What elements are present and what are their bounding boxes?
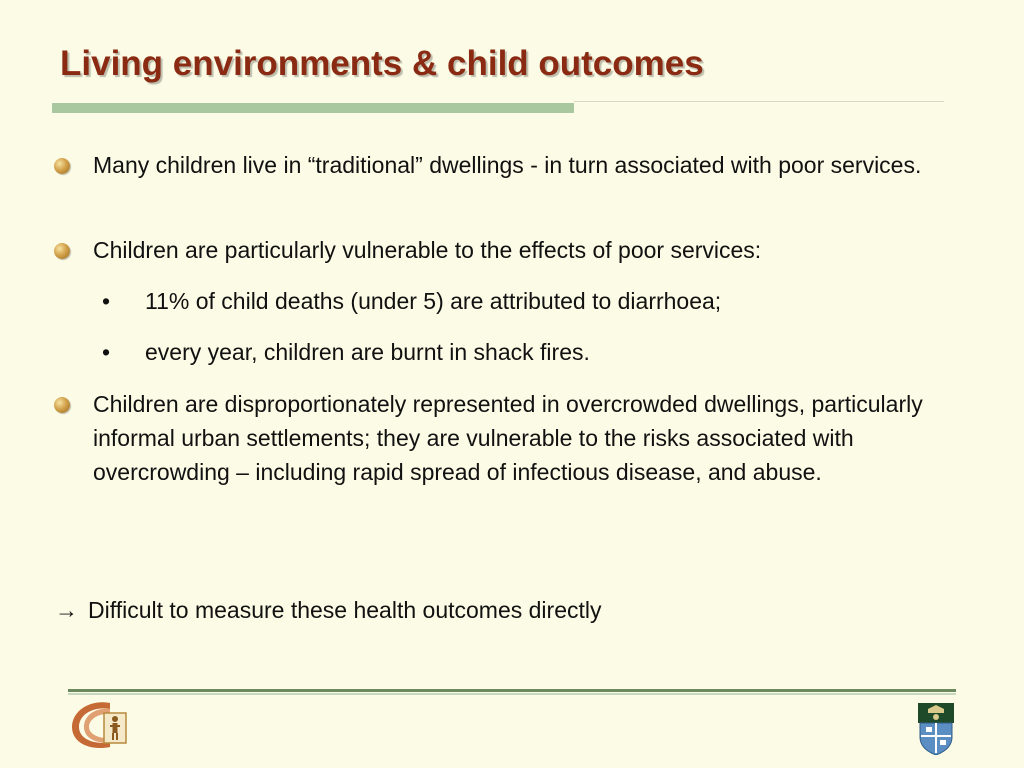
bullet-marker-icon <box>54 158 70 174</box>
conclusion-line <box>55 593 602 627</box>
footer-divider-light <box>68 693 956 695</box>
bullet-marker-icon <box>54 397 70 413</box>
institute-logo-icon <box>66 697 132 753</box>
bullet-item: Children are disproportionately represented in overcrowded dwellings, particularly informal urban settlements; they are vulnerable to the risks associated with overcrowding – including rapid spread of infectious disease, and abuse. <box>93 391 923 485</box>
title-underline-thin <box>574 101 944 102</box>
sub-bullet-marker: • <box>102 339 111 365</box>
sub-bullet-item: every year, children are burnt in shack fires. <box>145 339 590 365</box>
footer-divider <box>68 689 956 692</box>
bullet-item: Many children live in “traditional” dwellings - in turn associated with poor services. <box>93 152 922 178</box>
university-crest-icon <box>918 703 954 755</box>
bullet-item: Children are particularly vulnerable to the effects of poor services: <box>93 237 762 263</box>
slide-title: Living environments & child outcomes <box>60 44 704 83</box>
sub-bullet-item: 11% of child deaths (under 5) are attributed to diarrhoea; <box>145 288 722 314</box>
bullet-marker-icon <box>54 243 70 259</box>
sub-bullet-marker: • <box>102 288 111 314</box>
title-underline-accent <box>52 103 574 113</box>
right-arrow-icon: → <box>55 597 78 623</box>
conclusion-text: Difficult to measure these health outcomes directly <box>88 597 602 623</box>
